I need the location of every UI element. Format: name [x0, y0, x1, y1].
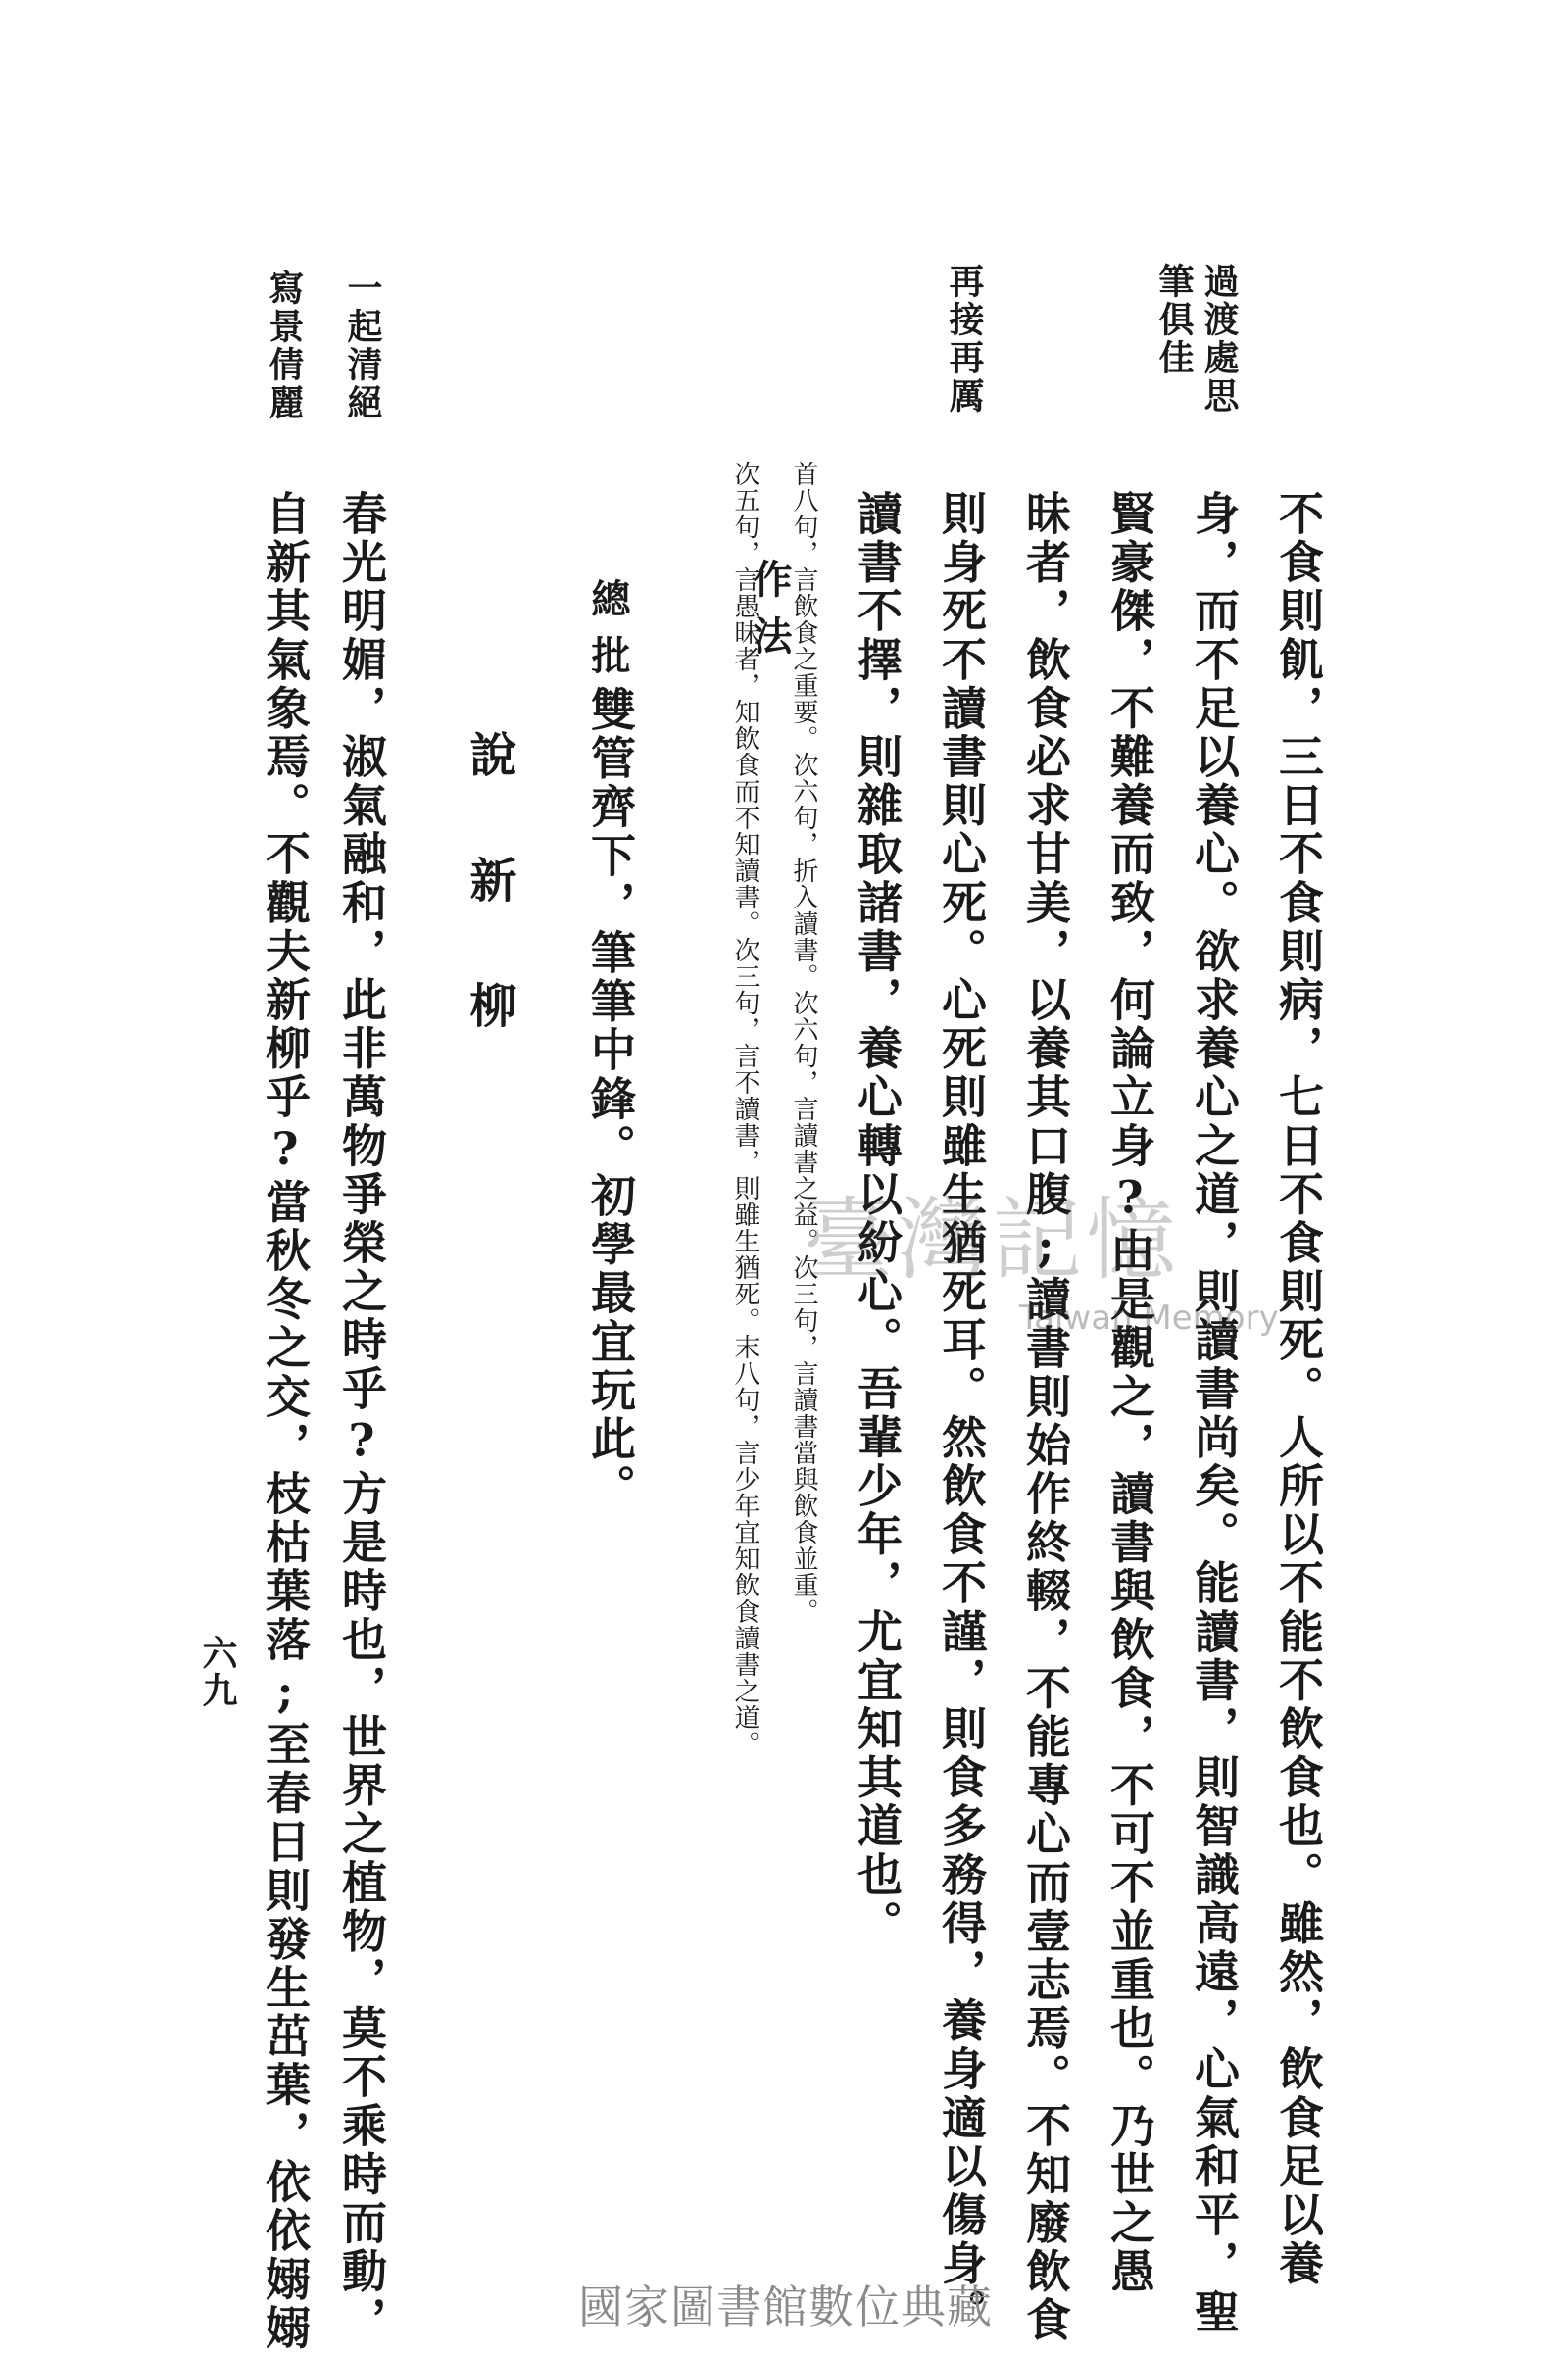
margin-note-5: 寫景倩麗 [264, 270, 305, 422]
method-text-2: 次五句，言愚昧者，知飲食而不知讀書。次三句，言不讀書，則雖生猶死。末八句，言少年宜知飲食讀書之道。 [730, 461, 760, 1757]
article-two-column-1: 春光明媚，淑氣融和，此非萬物爭榮之時乎?方是時也，世界之植物，莫不乘時而動， [335, 490, 388, 2345]
body-column-3: 賢豪傑，不難養而致，何論立身?由是觀之，讀書與飲食，不可不並重也。乃世之愚 [1103, 490, 1156, 2297]
watermark-subtitle: Taiwan Memory [1019, 1299, 1279, 1338]
body-column-2: 身，而不足以養心。欲求養心之道，則讀書尚矣。能讀書，則智識高遠，心氣和平，聖 [1188, 490, 1241, 2337]
summary-text: 雙管齊下，筆筆中鋒。初學最宜玩此。 [584, 686, 637, 1513]
margin-note-1: 過渡處思 [1199, 263, 1240, 416]
summary-label: 總批 [585, 578, 631, 692]
margin-note-4: 一起清絕 [342, 270, 383, 422]
body-column-5: 則身死不讀書則心死。心死則雖生猶死耳。然飲食不謹，則食多務得，養身適以傷身。 [935, 490, 988, 2337]
body-column-1: 不食則飢，三日不食則病，七日不食則死。人所以不能不飲食也。雖然，飲食足以養 [1272, 490, 1325, 2289]
method-label: 作法 [747, 559, 793, 672]
margin-note-2: 筆俱佳 [1153, 263, 1195, 377]
article-title: 說新柳 [462, 730, 516, 1106]
page-number: 六九 [197, 1635, 238, 1709]
footer-archive-text: 國家圖書館數位典藏 [578, 2280, 993, 2333]
body-column-6: 讀書不擇，則雜取諸書，養心轉以紛心。吾輩少年，尤宜知其道也。 [851, 490, 904, 1948]
watermark-logo-text: 臺灣記憶 [804, 1188, 1181, 1293]
method-text-1: 首八句，言飲食之重要。次六句，折入讀書。次六句，言讀書之益。次三句，言讀書當與飲食並重。 [789, 461, 818, 1625]
margin-note-3: 再接再厲 [944, 263, 985, 416]
article-two-column-2: 自新其氣象焉。不觀夫新柳乎?當秋冬之交，枝枯葉落;至春日則發生茁葉，依依嫋嫋 [259, 490, 312, 2353]
body-column-4: 昧者，飲食必求甘美，以養其口腹;讀書則始作終輟，不能專心而壹志焉。不知廢飲食 [1019, 490, 1072, 2345]
